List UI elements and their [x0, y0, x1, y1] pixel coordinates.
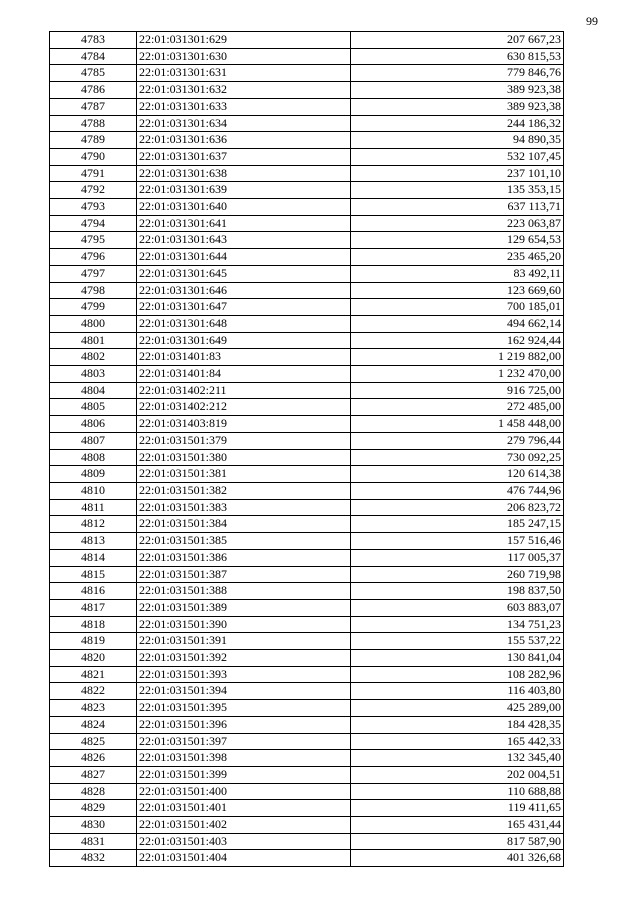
cadastral-value-cell: 1 219 882,00	[351, 349, 564, 366]
row-number-cell: 4820	[50, 650, 137, 667]
table-row	[50, 98, 564, 115]
row-number-cell: 4810	[50, 482, 137, 499]
cadastral-value-cell: 202 004,51	[351, 766, 564, 783]
cadastral-value-cell: 157 516,46	[351, 533, 564, 550]
cadastral-value-cell: 120 614,38	[351, 466, 564, 483]
cadastral-value-cell: 389 923,38	[351, 82, 564, 99]
cadastral-value-cell: 779 846,76	[351, 65, 564, 82]
cadastral-value-cell: 476 744,96	[351, 482, 564, 499]
table-row	[50, 499, 564, 516]
table-row	[50, 416, 564, 433]
cadastral-number-cell: 22:01:031501:404	[137, 850, 351, 867]
table-row	[50, 516, 564, 533]
cadastral-value-cell: 630 815,53	[351, 48, 564, 65]
cadastral-number-cell: 22:01:031501:402	[137, 817, 351, 834]
cadastral-number-cell: 22:01:031501:398	[137, 750, 351, 767]
cadastral-value-cell: 223 063,87	[351, 215, 564, 232]
cadastral-number-cell: 22:01:031301:641	[137, 215, 351, 232]
row-number-cell: 4823	[50, 700, 137, 717]
cadastral-value-cell: 916 725,00	[351, 382, 564, 399]
cadastral-value-cell: 1 458 448,00	[351, 416, 564, 433]
table-row	[50, 132, 564, 149]
table-row	[50, 65, 564, 82]
table-row	[50, 766, 564, 783]
row-number-cell: 4802	[50, 349, 137, 366]
row-number-cell: 4795	[50, 232, 137, 249]
cadastral-value-cell: 425 289,00	[351, 700, 564, 717]
cadastral-number-cell: 22:01:031401:84	[137, 366, 351, 383]
cadastral-number-cell: 22:01:031501:386	[137, 549, 351, 566]
cadastral-value-cell: 117 005,37	[351, 549, 564, 566]
table-row	[50, 733, 564, 750]
row-number-cell: 4796	[50, 249, 137, 266]
cadastral-number-cell: 22:01:031501:399	[137, 766, 351, 783]
table-row	[50, 683, 564, 700]
cadastral-number-cell: 22:01:031501:387	[137, 566, 351, 583]
table-row	[50, 366, 564, 383]
cadastral-number-cell: 22:01:031501:380	[137, 449, 351, 466]
cadastral-number-cell: 22:01:031301:632	[137, 82, 351, 99]
row-number-cell: 4832	[50, 850, 137, 867]
cadastral-value-cell: 494 662,14	[351, 315, 564, 332]
table-row	[50, 650, 564, 667]
table-row	[50, 232, 564, 249]
row-number-cell: 4789	[50, 132, 137, 149]
table-row	[50, 700, 564, 717]
cadastral-number-cell: 22:01:031301:649	[137, 332, 351, 349]
table-row	[50, 199, 564, 216]
table-row	[50, 115, 564, 132]
table-row	[50, 48, 564, 65]
cadastral-value-cell: 119 411,65	[351, 800, 564, 817]
row-number-cell: 4794	[50, 215, 137, 232]
cadastral-value-cell: 116 403,80	[351, 683, 564, 700]
cadastral-value-cell: 700 185,01	[351, 299, 564, 316]
cadastral-number-cell: 22:01:031401:83	[137, 349, 351, 366]
cadastral-number-cell: 22:01:031301:644	[137, 249, 351, 266]
cadastral-number-cell: 22:01:031301:634	[137, 115, 351, 132]
row-number-cell: 4818	[50, 616, 137, 633]
cadastral-value-cell: 83 492,11	[351, 265, 564, 282]
table-row	[50, 249, 564, 266]
cadastral-number-cell: 22:01:031301:645	[137, 265, 351, 282]
table-row	[50, 616, 564, 633]
cadastral-number-cell: 22:01:031501:400	[137, 783, 351, 800]
cadastral-value-cell: 260 719,98	[351, 566, 564, 583]
table-row	[50, 215, 564, 232]
cadastral-number-cell: 22:01:031501:389	[137, 599, 351, 616]
table-row	[50, 265, 564, 282]
cadastral-value-cell: 130 841,04	[351, 650, 564, 667]
row-number-cell: 4806	[50, 416, 137, 433]
cadastral-value-cell: 244 186,32	[351, 115, 564, 132]
cadastral-value-cell: 165 442,33	[351, 733, 564, 750]
cadastral-number-cell: 22:01:031501:401	[137, 800, 351, 817]
cadastral-value-cell: 129 654,53	[351, 232, 564, 249]
table-body	[50, 32, 564, 867]
row-number-cell: 4793	[50, 199, 137, 216]
cadastral-number-cell: 22:01:031501:392	[137, 650, 351, 667]
table-row	[50, 750, 564, 767]
table-row	[50, 82, 564, 99]
row-number-cell: 4807	[50, 432, 137, 449]
cadastral-value-cell: 135 353,15	[351, 182, 564, 199]
table-row	[50, 482, 564, 499]
table-row	[50, 449, 564, 466]
table-row	[50, 315, 564, 332]
cadastral-number-cell: 22:01:031501:390	[137, 616, 351, 633]
row-number-cell: 4803	[50, 366, 137, 383]
row-number-cell: 4822	[50, 683, 137, 700]
cadastral-value-cell: 184 428,35	[351, 716, 564, 733]
cadastral-value-cell: 817 587,90	[351, 833, 564, 850]
row-number-cell: 4790	[50, 148, 137, 165]
cadastral-number-cell: 22:01:031301:646	[137, 282, 351, 299]
table-row	[50, 399, 564, 416]
table-row	[50, 32, 564, 49]
cadastral-number-cell: 22:01:031501:403	[137, 833, 351, 850]
cadastral-number-cell: 22:01:031403:819	[137, 416, 351, 433]
cadastral-number-cell: 22:01:031501:379	[137, 432, 351, 449]
cadastral-value-cell: 162 924,44	[351, 332, 564, 349]
cadastral-value-cell: 1 232 470,00	[351, 366, 564, 383]
table-row	[50, 583, 564, 600]
row-number-cell: 4825	[50, 733, 137, 750]
cadastral-number-cell: 22:01:031301:647	[137, 299, 351, 316]
row-number-cell: 4797	[50, 265, 137, 282]
row-number-cell: 4831	[50, 833, 137, 850]
cadastral-number-cell: 22:01:031402:212	[137, 399, 351, 416]
cadastral-value-cell: 198 837,50	[351, 583, 564, 600]
row-number-cell: 4804	[50, 382, 137, 399]
cadastral-value-cell: 532 107,45	[351, 148, 564, 165]
cadastral-value-cell: 134 751,23	[351, 616, 564, 633]
cadastral-number-cell: 22:01:031301:629	[137, 32, 351, 49]
row-number-cell: 4813	[50, 533, 137, 550]
cadastral-value-cell: 730 092,25	[351, 449, 564, 466]
cadastral-value-cell: 279 796,44	[351, 432, 564, 449]
table-row	[50, 549, 564, 566]
cadastral-value-cell: 389 923,38	[351, 98, 564, 115]
row-number-cell: 4821	[50, 666, 137, 683]
cadastral-number-cell: 22:01:031301:631	[137, 65, 351, 82]
cadastral-value-cell: 603 883,07	[351, 599, 564, 616]
table-row	[50, 148, 564, 165]
cadastral-value-cell: 235 465,20	[351, 249, 564, 266]
cadastral-number-cell: 22:01:031501:384	[137, 516, 351, 533]
row-number-cell: 4785	[50, 65, 137, 82]
table-row	[50, 633, 564, 650]
row-number-cell: 4799	[50, 299, 137, 316]
cadastral-value-cell: 165 431,44	[351, 817, 564, 834]
cadastral-value-cell: 185 247,15	[351, 516, 564, 533]
cadastral-number-cell: 22:01:031501:391	[137, 633, 351, 650]
table-row	[50, 432, 564, 449]
page-number: 99	[586, 14, 598, 28]
row-number-cell: 4786	[50, 82, 137, 99]
table-row	[50, 566, 564, 583]
table-row	[50, 783, 564, 800]
cadastral-value-cell: 108 282,96	[351, 666, 564, 683]
cadastral-number-cell: 22:01:031501:383	[137, 499, 351, 516]
table-row	[50, 182, 564, 199]
row-number-cell: 4827	[50, 766, 137, 783]
table-row	[50, 299, 564, 316]
row-number-cell: 4829	[50, 800, 137, 817]
cadastral-value-cell: 207 667,23	[351, 32, 564, 49]
cadastral-value-cell: 110 688,88	[351, 783, 564, 800]
table-row	[50, 332, 564, 349]
cadastral-number-cell: 22:01:031301:643	[137, 232, 351, 249]
table-row	[50, 282, 564, 299]
row-number-cell: 4819	[50, 633, 137, 650]
cadastral-value-cell: 206 823,72	[351, 499, 564, 516]
cadastral-number-cell: 22:01:031301:639	[137, 182, 351, 199]
table-row	[50, 349, 564, 366]
cadastral-value-cell: 132 345,40	[351, 750, 564, 767]
table-row	[50, 800, 564, 817]
row-number-cell: 4808	[50, 449, 137, 466]
row-number-cell: 4805	[50, 399, 137, 416]
cadastral-number-cell: 22:01:031301:630	[137, 48, 351, 65]
cadastral-number-cell: 22:01:031301:638	[137, 165, 351, 182]
cadastral-value-table	[49, 31, 564, 867]
row-number-cell: 4811	[50, 499, 137, 516]
cadastral-number-cell: 22:01:031501:397	[137, 733, 351, 750]
row-number-cell: 4783	[50, 32, 137, 49]
cadastral-number-cell: 22:01:031301:648	[137, 315, 351, 332]
table-row	[50, 833, 564, 850]
cadastral-number-cell: 22:01:031301:640	[137, 199, 351, 216]
cadastral-value-cell: 272 485,00	[351, 399, 564, 416]
cadastral-number-cell: 22:01:031301:633	[137, 98, 351, 115]
cadastral-value-cell: 401 326,68	[351, 850, 564, 867]
row-number-cell: 4828	[50, 783, 137, 800]
row-number-cell: 4792	[50, 182, 137, 199]
cadastral-number-cell: 22:01:031501:394	[137, 683, 351, 700]
row-number-cell: 4800	[50, 315, 137, 332]
cadastral-number-cell: 22:01:031501:396	[137, 716, 351, 733]
table-row	[50, 165, 564, 182]
table-row	[50, 533, 564, 550]
table-row	[50, 817, 564, 834]
table-row	[50, 666, 564, 683]
cadastral-value-cell: 123 669,60	[351, 282, 564, 299]
row-number-cell: 4812	[50, 516, 137, 533]
cadastral-value-cell: 637 113,71	[351, 199, 564, 216]
cadastral-number-cell: 22:01:031501:393	[137, 666, 351, 683]
row-number-cell: 4824	[50, 716, 137, 733]
row-number-cell: 4814	[50, 549, 137, 566]
row-number-cell: 4791	[50, 165, 137, 182]
cadastral-number-cell: 22:01:031301:636	[137, 132, 351, 149]
cadastral-number-cell: 22:01:031301:637	[137, 148, 351, 165]
cadastral-number-cell: 22:01:031501:382	[137, 482, 351, 499]
table-row	[50, 850, 564, 867]
cadastral-number-cell: 22:01:031501:395	[137, 700, 351, 717]
table-row	[50, 599, 564, 616]
row-number-cell: 4830	[50, 817, 137, 834]
row-number-cell: 4826	[50, 750, 137, 767]
cadastral-number-cell: 22:01:031501:388	[137, 583, 351, 600]
row-number-cell: 4817	[50, 599, 137, 616]
row-number-cell: 4798	[50, 282, 137, 299]
table-row	[50, 716, 564, 733]
cadastral-value-cell: 94 890,35	[351, 132, 564, 149]
table-row	[50, 466, 564, 483]
row-number-cell: 4815	[50, 566, 137, 583]
row-number-cell: 4788	[50, 115, 137, 132]
cadastral-number-cell: 22:01:031501:381	[137, 466, 351, 483]
row-number-cell: 4787	[50, 98, 137, 115]
row-number-cell: 4784	[50, 48, 137, 65]
row-number-cell: 4816	[50, 583, 137, 600]
row-number-cell: 4809	[50, 466, 137, 483]
cadastral-number-cell: 22:01:031402:211	[137, 382, 351, 399]
cadastral-number-cell: 22:01:031501:385	[137, 533, 351, 550]
cadastral-value-cell: 155 537,22	[351, 633, 564, 650]
table-row	[50, 382, 564, 399]
row-number-cell: 4801	[50, 332, 137, 349]
cadastral-value-cell: 237 101,10	[351, 165, 564, 182]
